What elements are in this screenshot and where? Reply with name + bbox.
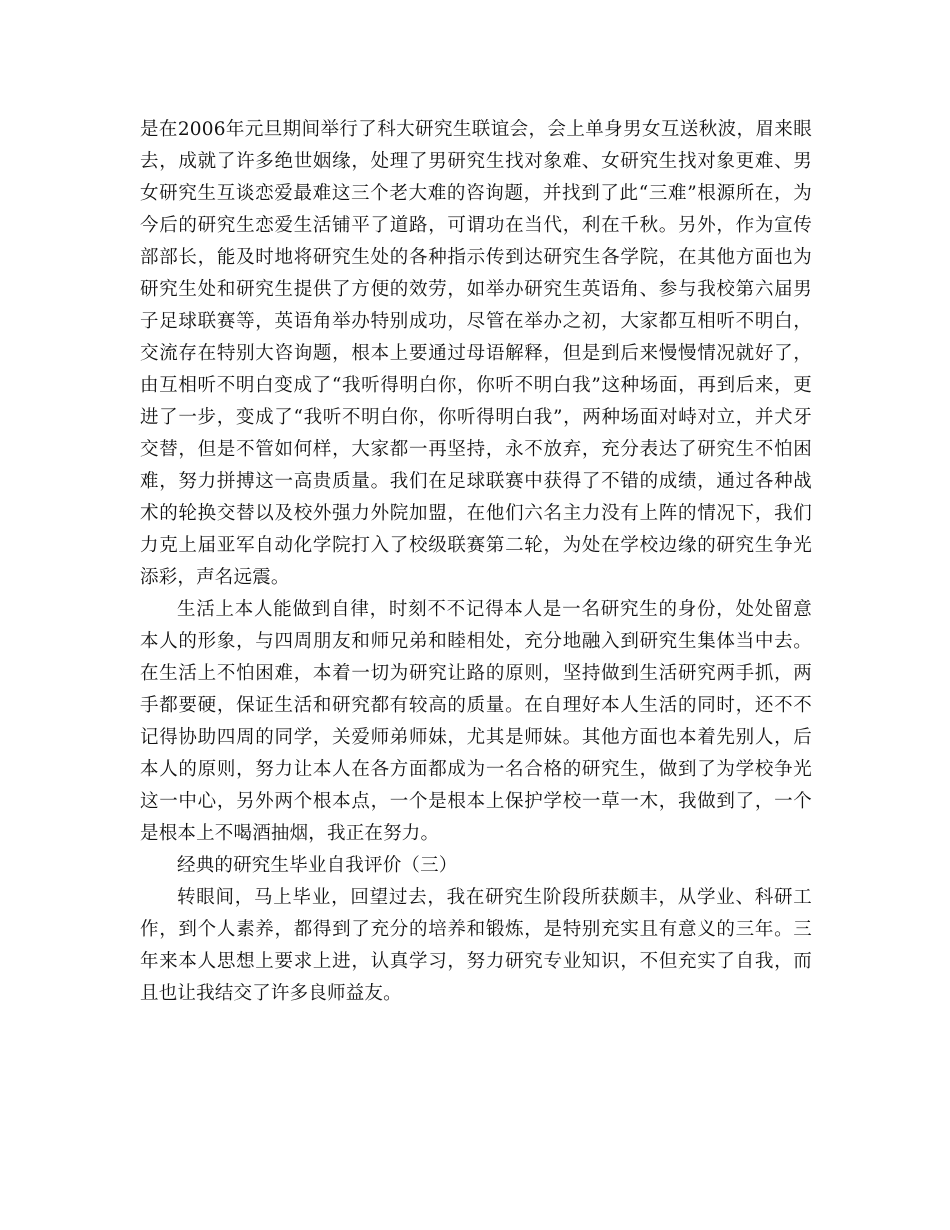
paragraph-2: 生活上本人能做到自律，时刻不不记得本人是一名研究生的身份，处处留意本人的形象，与四周朋友和师兄弟和睦相处，充分地融入到研究生集体当中去。在生活上不怕困难，本着一切为研究让路的原则，坚持做到生活研究两手抓，两手都要硬，保证生活和研究都有较高的质量。在自理好本人生活的同时，还不不记得协助四周的同学，关爱师弟师妹，尤其是师妹。其他方面也本着先别人，后本人的原则，努力让本人在各方面都成为一名合格的研究生，做到了为学校争光这一中心，另外两个根本点，一个是根本上保护学校一草一木，我做到了，一个是根本上不喝酒抽烟，我正在努力。 bbox=[140, 599, 812, 844]
document-body bbox=[140, 114, 812, 1010]
section-heading: 经典的研究生毕业自我评价（三） bbox=[177, 855, 458, 876]
paragraph-3: 转眼间，马上毕业，回望过去，我在研究生阶段所获颇丰，从学业、科研工作，到个人素养，都得到了充分的培养和锻炼，是特别充实且有意义的三年。三年来本人思想上要求上进，认真学习，努力研究专业知识，不但充实了自我，而且也让我结交了许多良师益友。 bbox=[140, 887, 812, 1004]
paragraph-1: 是在2006年元旦期间举行了科大研究生联谊会，会上单身男女互送秋波，眉来眼去，成就了许多绝世姻缘，处理了男研究生找对象难、女研究生找对象更难、男女研究生互谈恋爱最难这三个老大难的咨询题，并找到了此“三难”根源所在，为今后的研究生恋爱生活铺平了道路，可谓功在当代，利在千秋。另外，作为宣传部部长，能及时地将研究生处的各种指示传到达研究生各学院，在其他方面也为研究生处和研究生提供了方便的效劳，如举办研究生英语角、参与我校第六届男子足球联赛等，英语角举办特别成功，尽管在举办之初，大家都互相听不明白，交流存在特别大咨询题，根本上要通过母语解释，但是到后来慢慢情况就好了，由互相听不明白变成了“我听得明白你，你听不明白我”这种场面，再到后来，更进了一步，变成了“我听不明白你，你听得明白我”，两种场面对峙对立，并犬牙交替，但是不管如何样，大家都一再坚持，永不放弃，充分表达了研究生不怕困难，努力拼搏这一高贵质量。我们在足球联赛中获得了不错的成绩，通过各种战术的轮换交替以及校外强力外院加盟，在他们六名主力没有上阵的情况下，我们力克上届亚军自动化学院打入了校级联赛第二轮，为处在学校边缘的研究生争光添彩，声名远震。 bbox=[140, 119, 812, 588]
